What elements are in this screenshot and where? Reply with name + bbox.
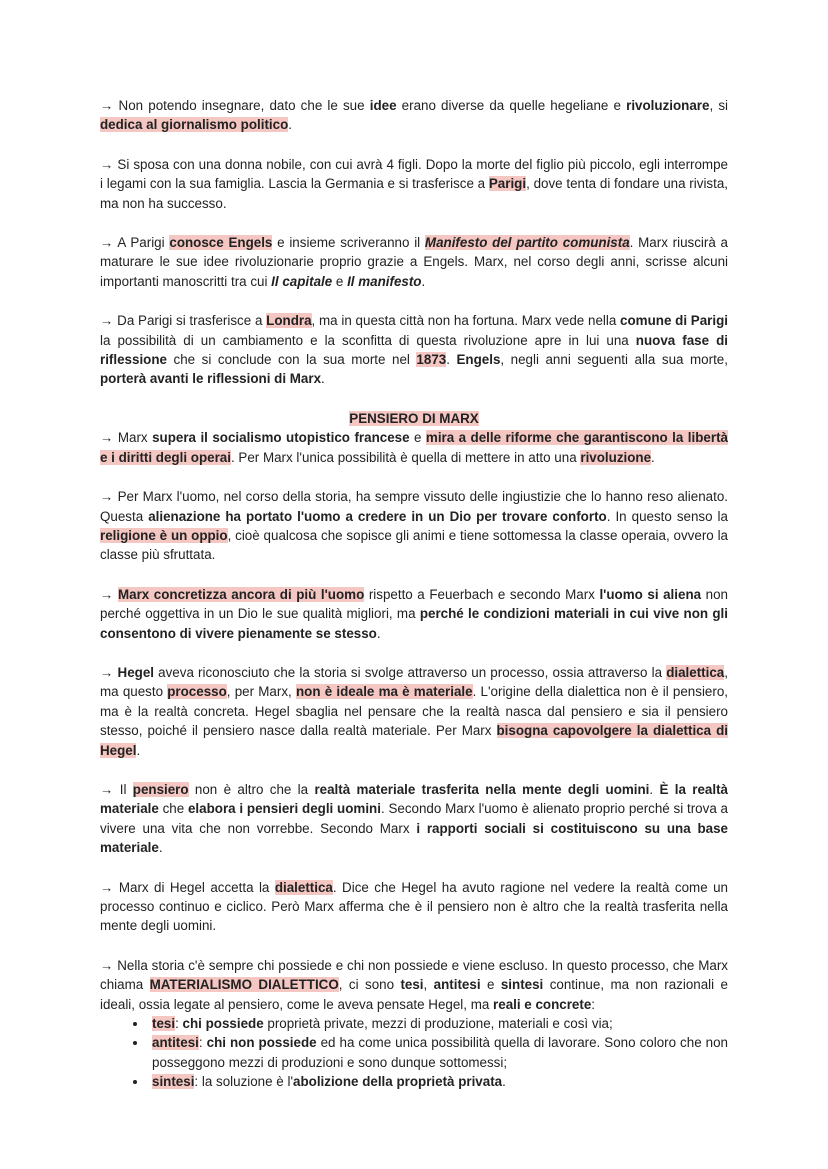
text: e	[409, 430, 426, 446]
text: . Dice che Hegel ha avuto ragione nel vedere la realtà come un processo continuo e ciclico. Però Marx afferma che è il pensiero non è altro che la realtà trasferita nella mente degli uomini.	[100, 879, 728, 934]
text: la possibilità di un cambiamento e la sconfitta di questa rivoluzione apre in lui una	[100, 332, 636, 348]
bullet-list	[100, 1014, 728, 1092]
list-item	[148, 1072, 728, 1091]
arrow-glyph: →	[100, 664, 114, 680]
highlight-text: antitesi	[152, 1035, 199, 1051]
bold-italic-text: Il manifesto	[347, 273, 422, 289]
bold-text: perché le condizioni materiali in cui vive non gli consentono di vivere pienamente se stesso	[100, 606, 728, 641]
paragraph-4	[100, 311, 728, 389]
text: Per Marx l'uomo, nel corso della storia, ha sempre vissuto delle ingiustizie che lo hanno reso alienato. Questa	[100, 489, 728, 524]
list-item	[148, 1033, 728, 1072]
highlight-text: processo	[167, 684, 227, 700]
highlight-text: MATERIALISMO DIALETTICO	[149, 977, 339, 993]
highlight-text: pensiero	[132, 781, 189, 797]
text: . Secondo Marx l'uomo è alienato proprio perché si trova a vivere una vita che non vorrebbe. Secondo Marx	[100, 801, 728, 836]
text: .	[421, 273, 426, 289]
text: , dove tenta di fondare una rivista, ma non ha successo.	[100, 176, 728, 211]
text: :	[198, 1035, 207, 1051]
bold-text: idee	[369, 98, 397, 113]
text: A Parigi	[117, 235, 170, 251]
text: aveva riconosciuto che la storia si svolge attraverso un processo, ossia attraverso la	[154, 664, 667, 680]
arrow-glyph: →	[100, 98, 114, 113]
highlight-text: non è ideale ma è materiale	[295, 684, 473, 700]
bold-text: supera il socialismo utopistico francese	[152, 430, 410, 446]
paragraph-8	[100, 663, 728, 760]
arrow-glyph: →	[100, 313, 114, 329]
text: non è altro che la	[188, 781, 315, 797]
text: , si	[709, 98, 728, 113]
text: , per Marx,	[226, 684, 296, 700]
arrow-glyph: →	[100, 781, 114, 797]
paragraph-5	[100, 428, 728, 467]
highlight-text: bisogna capovolgere la dialettica di Hegel	[100, 723, 728, 758]
highlight-text: Londra	[266, 313, 312, 329]
highlight-text: mira a delle riforme che garantiscono la libertà e i diritti degli operai	[100, 430, 728, 465]
highlight-text: religione è un oppio	[100, 527, 228, 543]
bold-text: tesi	[400, 977, 424, 993]
bold-italic-text: Il capitale	[271, 273, 333, 289]
highlight-text: Marx concretizza ancora di più l'uomo	[117, 586, 365, 602]
text: .	[158, 840, 163, 856]
text: , ci sono	[338, 977, 401, 993]
text: proprietà private, mezzi di produzione, materiali e così via;	[263, 1016, 613, 1032]
text: e	[480, 977, 501, 993]
text: . L'origine della dialettica non è il pensiero, ma è la realtà concreta. Hegel sbaglia nel pensare che la realtà nasca dal pensiero e sia il pensiero stesso, poiché il pensiero nasce dalla realtà materiale. Per Marx	[100, 684, 728, 739]
highlight-text: dialettica	[666, 664, 725, 680]
text: che si conclude con la sua morte nel	[166, 352, 417, 368]
list-item	[148, 1014, 728, 1033]
text: Da Parigi si trasferisce a	[117, 313, 267, 329]
bold-text: Engels	[456, 352, 501, 368]
text: .	[321, 371, 325, 387]
text: .	[446, 352, 457, 368]
text: non perché oggettiva in un Dio le sue qualità migliori, ma	[100, 586, 728, 622]
heading-text: PENSIERO DI MARX	[349, 410, 479, 426]
paragraph-10	[100, 878, 728, 936]
text: . Marx riuscirà a maturare le sue idee rivoluzionarie proprio grazie a Engels. Marx, nel corso degli anni, scrisse alcuni importanti manoscritti tra cui	[100, 235, 729, 289]
text: .	[288, 117, 292, 133]
arrow-glyph: →	[100, 156, 114, 172]
text: , ma in questa città non ha fortuna. Marx vede nella	[311, 313, 621, 329]
highlight-text: rivoluzione	[580, 449, 652, 465]
bold-text: elabora i pensieri degli uomini	[187, 801, 381, 817]
text: :	[175, 1016, 183, 1032]
paragraph-7	[100, 585, 728, 643]
text: : la soluzione è l'	[194, 1074, 294, 1090]
text: e insieme scriveranno il	[272, 235, 425, 251]
bold-text: comune di Parigi	[620, 313, 728, 329]
bold-text: alienazione ha portato l'uomo a credere in un Dio per trovare conforto	[148, 508, 607, 524]
paragraph-2	[100, 155, 728, 213]
bold-text: reali e concrete	[493, 996, 592, 1012]
bold-text: chi possiede	[182, 1016, 264, 1032]
paragraph-6	[100, 487, 728, 565]
text: e	[332, 273, 348, 289]
bold-text: Hegel	[117, 664, 155, 680]
bold-text: realtà materiale trasferita nella mente degli uomini	[314, 781, 650, 797]
text: Nella storia c'è sempre chi possiede e chi non possiede e viene escluso. In questo processo, che Marx chiama	[100, 957, 728, 993]
text: Il	[119, 781, 133, 797]
highlight-italic-text: Manifesto del partito comunista	[424, 235, 630, 251]
text: .	[136, 742, 141, 758]
paragraph-11	[100, 956, 728, 1014]
text: rispetto a Feuerbach e secondo Marx	[364, 586, 600, 602]
bold-text: rivoluzionare	[626, 98, 710, 113]
text: , cioè qualcosa che sopisce gli animi e tiene sottomessa la classe operaia, ovvero la classe più sfruttata.	[100, 527, 728, 563]
text: .	[651, 449, 655, 465]
arrow-glyph: →	[100, 957, 114, 973]
arrow-glyph: →	[100, 489, 114, 505]
highlight-text: dedica al giornalismo politico	[100, 117, 289, 133]
arrow-glyph: →	[100, 430, 114, 446]
text: che	[158, 801, 188, 817]
text: Si sposa con una donna nobile, con cui avrà 4 figli. Dopo la morte del figlio più piccolo, egli interrompe i legami con la sua famiglia. Lascia la Germania e si trasferisce a	[100, 156, 728, 192]
text: . In questo senso la	[606, 508, 728, 524]
highlight-text: Parigi	[488, 176, 527, 192]
text: .	[649, 781, 660, 797]
bold-text: È la realtà materiale	[100, 781, 728, 817]
text: .	[376, 625, 381, 641]
text: ed ha come unica possibilità quella di lavorare. Sono coloro che non posseggono mezzi di produzioni e sono dunque sottomessi;	[152, 1035, 728, 1070]
paragraph-3	[100, 233, 728, 291]
bold-text: chi non possiede	[206, 1035, 317, 1051]
text: erano diverse da quelle hegeliane e	[396, 98, 627, 113]
text: Marx di Hegel accetta la	[118, 879, 275, 895]
bold-text: l'uomo si aliena	[599, 586, 702, 602]
bold-text: abolizione della proprietà privata	[293, 1074, 503, 1090]
text: . Per Marx l'unica possibilità è quella di mettere in atto una	[230, 449, 581, 465]
bold-text: sintesi	[500, 977, 544, 993]
highlight-text: 1873	[416, 352, 447, 368]
text: Non potendo insegnare, dato che le sue	[118, 98, 370, 113]
text: , ma questo	[100, 664, 728, 700]
text: Marx	[117, 430, 153, 446]
paragraph-9	[100, 780, 728, 858]
bold-text: antitesi	[433, 977, 481, 993]
text: continue, ma non razionali e ideali, ossia legate al pensiero, come le aveva pensate Hegel, ma	[100, 977, 728, 1012]
highlight-text: tesi	[152, 1016, 176, 1032]
highlight-text: conosce Engels	[169, 235, 273, 251]
text: , negli anni seguenti alla sua morte,	[500, 352, 728, 368]
paragraph-1	[100, 96, 728, 135]
text: ,	[423, 977, 434, 993]
bold-text: i rapporti sociali si costituiscono su una base materiale	[100, 820, 728, 856]
bold-text: nuova fase di riflessione	[100, 332, 728, 368]
section-heading	[100, 409, 728, 428]
arrow-glyph: →	[100, 235, 114, 251]
arrow-glyph: →	[100, 879, 114, 895]
arrow-glyph: →	[100, 586, 114, 602]
highlight-text: dialettica	[274, 879, 333, 895]
text: .	[502, 1074, 506, 1090]
highlight-text: sintesi	[152, 1074, 195, 1090]
bold-text: porterà avanti le riflessioni di Marx	[100, 371, 322, 387]
text: :	[591, 996, 596, 1012]
